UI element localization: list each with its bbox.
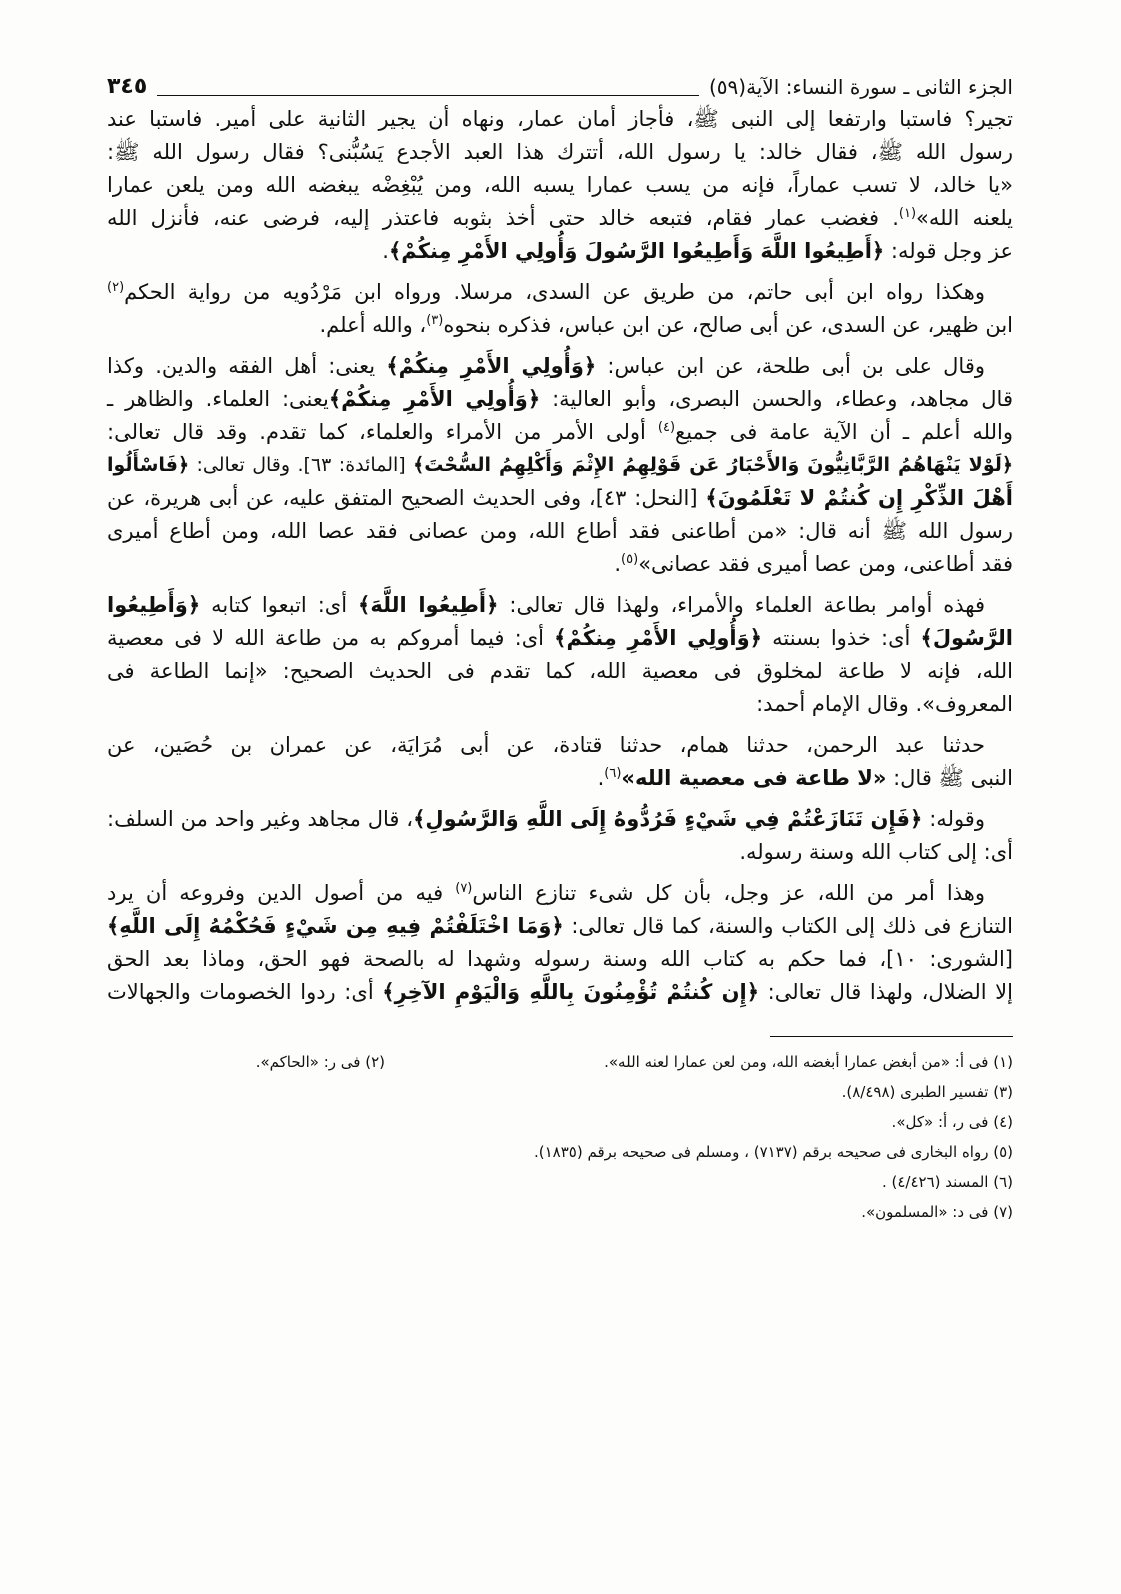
text-line [107, 482, 1013, 515]
text-line [107, 655, 1013, 688]
text-line [107, 449, 1013, 482]
body-text-run: المعروف». وقال الإمام أحمد: [756, 692, 1013, 716]
text-line [107, 622, 1013, 655]
body-text-run: أولى الأمر من الأمراء والعلماء، كما تقدم. وقد قال تعالى: [107, 420, 658, 444]
body-text-run: [المائدة: ٦٣]. وقال تعالى: [189, 454, 414, 476]
body-text-run: حدثنا عبد الرحمن، حدثنا همام، حدثنا قتادة، عن أبى مُرَايَة، عن عمران بن حُصَين، عن [107, 733, 985, 757]
paragraph [107, 276, 1013, 342]
paragraph [107, 589, 1013, 721]
text-line [107, 976, 1013, 1009]
body-text-run: ، والله أعلم. [319, 313, 427, 337]
quran-verse: ﴿وَمَا اخْتَلَفْتُمْ فِيهِ مِن شَيْءٍ فَحُكْمُهُ إِلَى اللَّهِ﴾ [107, 914, 564, 938]
body-text-run: وقوله: [922, 807, 985, 831]
text-line [107, 136, 1013, 169]
body-text-run: تجير؟ فاستبا وارتفعا إلى النبى ﷺ، فأجاز أمان عمار، ونهاه أن يجير الثانية على أمير. فاستبا عند [107, 107, 1013, 131]
body-text-run: أى: إلى كتاب الله وسنة رسوله. [739, 840, 1013, 864]
quran-verse: أَهْلَ الذِّكْرِ إِن كُنتُمْ لا تَعْلَمُونَ﴾ [705, 486, 1013, 510]
body-text-run: «يا خالد، لا تسب عماراً، فإنه من يسب عمارا يسبه الله، ومن يُبْغِضْه يبغضه الله ومن يلعن عمارا [107, 173, 1013, 197]
body-text-run: . [382, 239, 389, 263]
quran-verse: ﴿وَأُولِي الأَمْرِ مِنكُمْ﴾ [554, 626, 762, 650]
text-line [107, 548, 1013, 581]
body-text-run: وقال على بن أبى طلحة، عن ابن عباس: [596, 354, 986, 378]
footnote-4: (٤) فى ر، أ: «كل». [891, 1113, 1013, 1131]
main-text [107, 103, 1013, 1017]
footnote-5: (٥) رواه البخارى فى صحيحه برقم (٧١٣٧) ، ومسلم فى صحيحه برقم (١٨٣٥). [533, 1143, 1013, 1161]
text-line [107, 589, 1013, 622]
text-line [107, 877, 1013, 910]
page-number: ٣٤٥ [107, 74, 148, 99]
body-text-run: [الشورى: ١٠]، فما حكم به كتاب الله وسنة رسوله وشهدا له بالصحة فهو الحق، وماذا بعد الحق [107, 947, 1013, 971]
text-line [107, 383, 1013, 416]
text-line [107, 836, 1013, 869]
footnote-1: (١) فى أ: «من أبغض عمارا أبغضه الله، ومن لعن عمارا لعنه الله». [604, 1053, 1013, 1071]
header-rule [157, 95, 699, 96]
body-text-run: [النحل: ٤٣]، وفى الحديث الصحيح المتفق عليه، عن أبى هريرة، عن [107, 486, 706, 510]
running-header [107, 66, 1013, 102]
text-line [107, 416, 1013, 449]
quran-verse: ﴿فَاسْأَلُوا [107, 454, 190, 476]
body-text-run: وهكذا رواه ابن أبى حاتم، من طريق عن السدى، مرسلا. ورواه ابن مَرْدُويه من رواية الحكم [124, 280, 985, 304]
body-text-run: أى: فيما أمروكم به من طاعة الله لا فى معصية [107, 626, 555, 650]
paragraph [107, 350, 1013, 581]
body-text-run: يلعنه الله» [916, 206, 1014, 230]
body-text-run: عز وجل قوله: [884, 239, 1013, 263]
body-text-run: ، قال مجاهد وغير واحد من السلف: [107, 807, 414, 831]
quran-verse: الرَّسُولَ﴾ [920, 626, 1014, 650]
quran-verse: ﴿وَأُولِي الأَمْرِ مِنكُمْ﴾ [386, 354, 597, 378]
text-line [107, 202, 1013, 235]
footnote-ref: (٦) [604, 766, 622, 781]
footnote-ref: (٧) [455, 881, 473, 896]
footnotes [107, 1047, 1013, 1227]
footnote-ref: (٣) [426, 313, 444, 328]
footnote-ref: (٤) [657, 420, 676, 435]
paragraph [107, 103, 1013, 268]
text-line [107, 309, 1013, 342]
footnote-3: (٣) تفسير الطبرى (٨/٤٩٨). [841, 1083, 1013, 1101]
text-line [107, 515, 1013, 548]
paragraph [107, 877, 1013, 1009]
paragraph [107, 729, 1013, 795]
quran-verse: ﴿إِن كُنتُمْ تُؤْمِنُونَ بِاللَّهِ وَالْيَوْمِ الآخِرِ﴾ [382, 980, 760, 1004]
text-line [107, 235, 1013, 268]
quran-verse: ﴿وَأُولِي الأَمْرِ مِنكُمْ﴾ [328, 387, 541, 411]
paragraph [107, 803, 1013, 869]
body-text-run: فهذه أوامر بطاعة العلماء والأمراء، ولهذا قال تعالى: [498, 593, 985, 617]
body-text-run: إلا الضلال، ولهذا قال تعالى: [759, 980, 1013, 1004]
footnote-separator [770, 1036, 1013, 1037]
body-text-run: . فغضب عمار فقام، فتبعه خالد حتى أخذ بثوبه فاعتذر إليه، فرضى عنه، فأنزل الله [107, 206, 899, 230]
quran-verse: ﴿أَطِيعُوا اللَّهَ وَأَطِيعُوا الرَّسُولَ وَأُولِي الأَمْرِ مِنكُمْ﴾ [388, 239, 885, 263]
footnote-ref: (٥) [621, 552, 639, 567]
text-line [107, 729, 1013, 762]
footnote-2: (٢) فى ر: «الحاكم». [255, 1053, 385, 1071]
body-text-run: الله، فإنه لا طاعة لمخلوق فى معصية الله، كما تقدم فى الحديث الصحيح: «إنما الطاعة فى [107, 659, 1013, 683]
body-text-run: يعنى: أهل الفقه والدين. وكذا [107, 354, 387, 378]
body-text-run: يعنى: العلماء. والظاهر ـ [107, 387, 329, 411]
body-text-run: رسول الله ﷺ أنه قال: «من أطاعنى فقد أطاع الله، ومن عصانى فقد عصا الله، ومن أطاع أميرى [107, 519, 1013, 543]
quran-verse: ﴿أَطِيعُوا اللَّهَ﴾ [358, 593, 499, 617]
body-text-run: قال مجاهد، وعطاء، والحسن البصرى، وأبو العالية: [540, 387, 1013, 411]
text-line [107, 103, 1013, 136]
body-text-run: النبى ﷺ قال: [886, 766, 1013, 790]
body-text-run: ابن ظهير، عن السدى، عن أبى صالح، عن ابن عباس، فذكره بنحوه [443, 313, 1013, 337]
body-text-run: فقد أطاعنى، ومن عصا أميرى فقد عصانى» [638, 552, 1013, 576]
body-text-run: أى: ردوا الخصومات والجهالات [107, 980, 383, 1004]
hadith-text: «لا طاعة فى معصية الله» [621, 766, 887, 790]
text-line [107, 276, 1013, 309]
body-text-run: فيه من أصول الدين وفروعه أن يرد [107, 881, 456, 905]
body-text-run: رسول الله ﷺ، فقال خالد: يا رسول الله، أتترك هذا العبد الأجدع يَسُبُّنى؟ فقال رسول الله ﷺ: [107, 140, 1013, 164]
running-header-title: الجزء الثانى ـ سورة النساء: الآية(٥٩) [708, 75, 1013, 99]
text-line [107, 762, 1013, 795]
text-line [107, 943, 1013, 976]
footnote-7: (٧) فى د: «المسلمون». [861, 1203, 1013, 1221]
body-text-run: أى: اتبعوا كتابه [200, 593, 359, 617]
quran-verse: ﴿وَأَطِيعُوا [107, 593, 201, 617]
footnote-ref: (٢) [107, 280, 125, 295]
text-line [107, 803, 1013, 836]
text-line [107, 910, 1013, 943]
body-text-run: . [597, 766, 605, 790]
body-text-run: وهذا أمر من الله، عز وجل، بأن كل شىء تنازع الناس [472, 881, 985, 905]
text-line [107, 350, 1013, 383]
body-text-run: . [614, 552, 622, 576]
footnote-ref: (١) [898, 206, 917, 221]
text-line [107, 688, 1013, 721]
quran-verse: ﴿فَإِن تَنَازَعْتُمْ فِي شَيْءٍ فَرُدُّوهُ إِلَى اللَّهِ وَالرَّسُولِ﴾ [413, 807, 923, 831]
body-text-run: التنازع فى ذلك إلى الكتاب والسنة، كما قال تعالى: [563, 914, 1013, 938]
quran-verse: ﴿لَوْلا يَنْهَاهُمُ الرَّبَّانِيُّونَ وَالأَحْبَارُ عَن قَوْلِهِمُ الإِثْمَ وَأَكْلِهِمُ السُّحْتَ﴾ [413, 454, 1014, 476]
footnote-6: (٦) المسند (٤/٤٢٦) . [881, 1173, 1013, 1191]
body-text-run: أى: خذوا بسنته [761, 626, 921, 650]
text-line [107, 169, 1013, 202]
footnote-row [107, 1047, 1013, 1077]
body-text-run: والله أعلم ـ أن الآية عامة فى جميع [675, 420, 1013, 444]
